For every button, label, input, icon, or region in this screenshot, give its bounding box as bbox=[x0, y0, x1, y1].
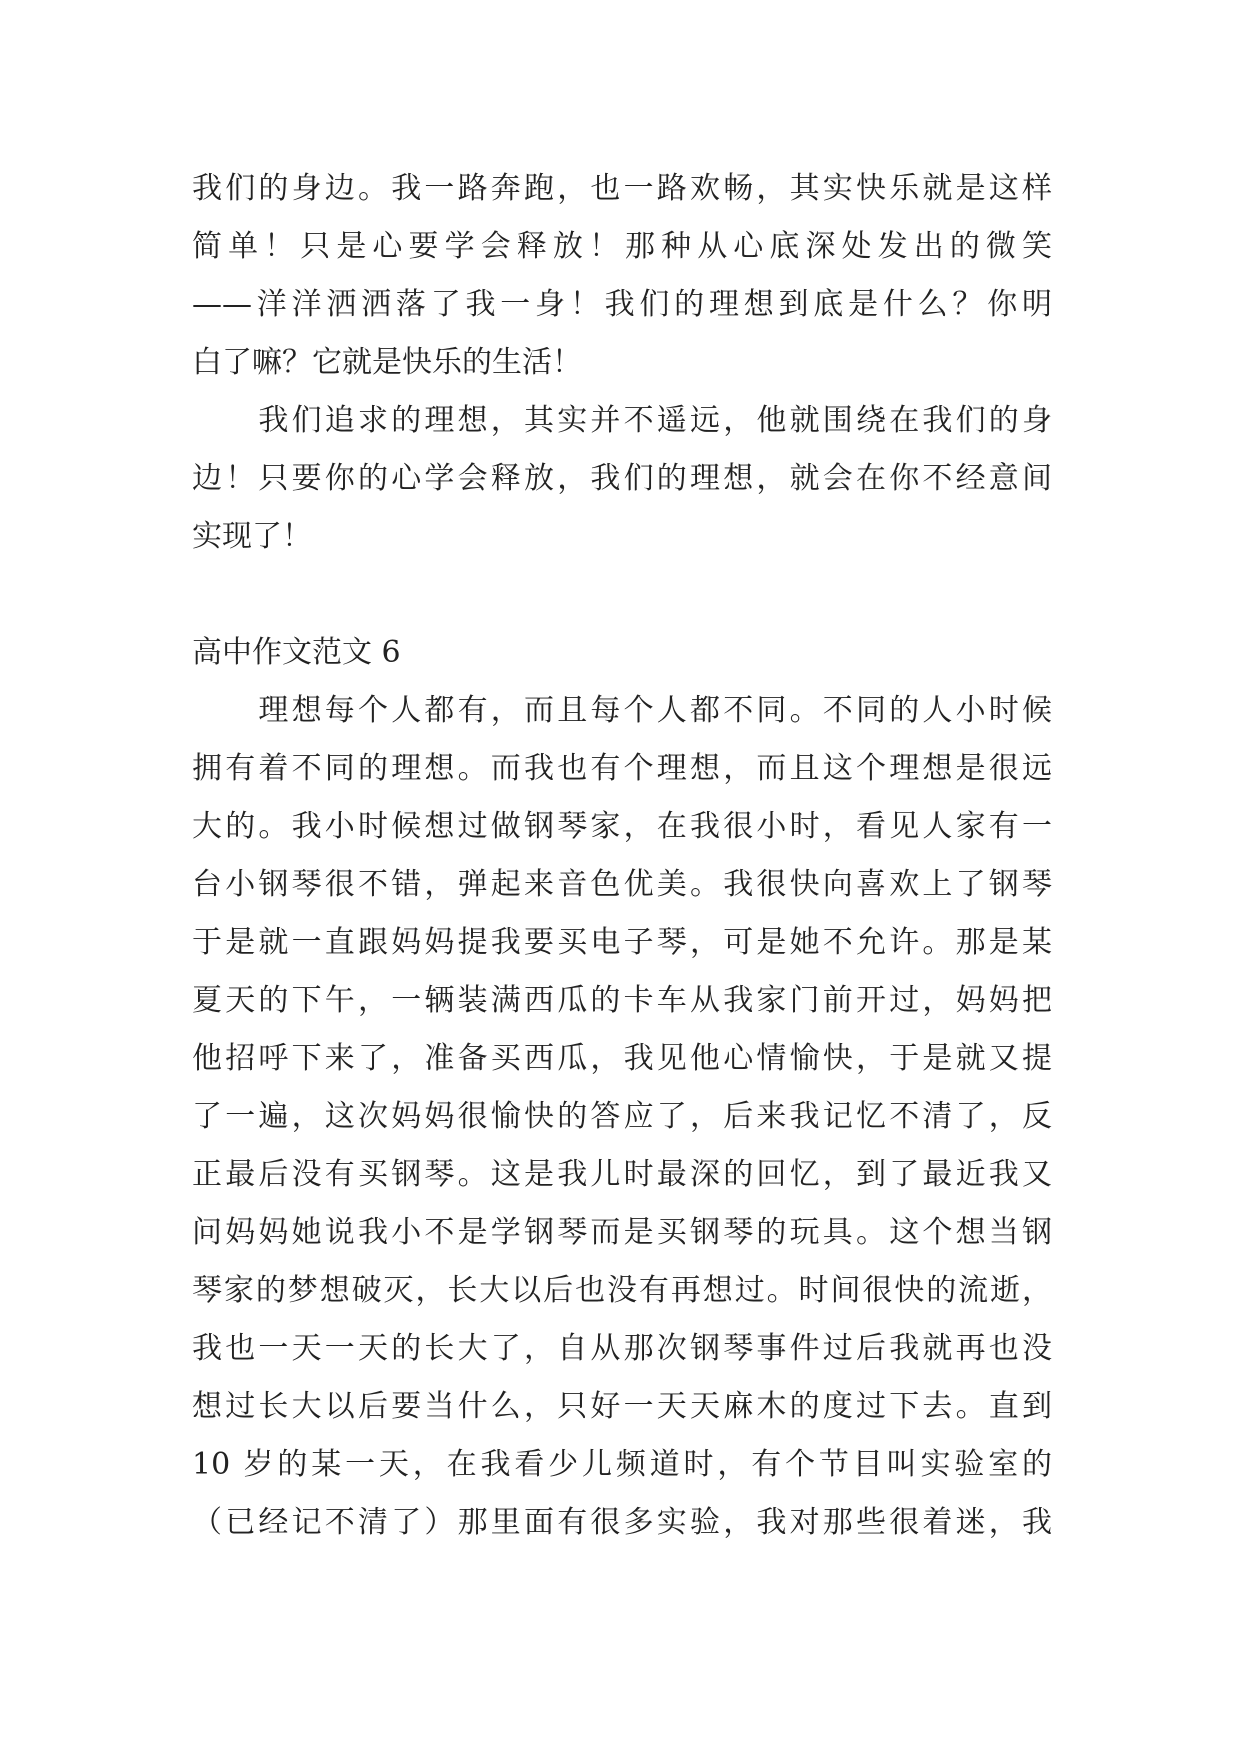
text-line: 夏天的下午，一辆装满西瓜的卡车从我家门前开过，妈妈把 bbox=[192, 983, 1052, 1018]
paragraph-block-1 bbox=[192, 160, 1052, 566]
text-line: 于是就一直跟妈妈提我要买电子琴，可是她不允许。那是某 bbox=[192, 925, 1052, 960]
text-line: 想过长大以后要当什么，只好一天天麻木的度过下去。直到 bbox=[192, 1389, 1052, 1424]
text-line: 正最后没有买钢琴。这是我儿时最深的回忆，到了最近我又 bbox=[192, 1157, 1052, 1192]
text-line: 台小钢琴很不错，弹起来音色优美。我很快向喜欢上了钢琴 bbox=[192, 867, 1052, 902]
text-line: 实现了！ bbox=[192, 519, 312, 554]
text-line: 我们追求的理想，其实并不遥远，他就围绕在我们的身 bbox=[192, 403, 1052, 438]
text-line: 10 岁的某一天，在我看少儿频道时，有个节目叫实验室的 bbox=[192, 1447, 1052, 1482]
section-heading-block bbox=[192, 624, 1052, 682]
text-line: 大的。我小时候想过做钢琴家，在我很小时，看见人家有一 bbox=[192, 809, 1052, 844]
text-line: 理想每个人都有，而且每个人都不同。不同的人小时候 bbox=[192, 693, 1052, 728]
text-line: 了一遍，这次妈妈很愉快的答应了，后来我记忆不清了，反 bbox=[192, 1099, 1052, 1134]
text-line: 我也一天一天的长大了，自从那次钢琴事件过后我就再也没 bbox=[192, 1331, 1052, 1366]
text-line: 问妈妈她说我小不是学钢琴而是买钢琴的玩具。这个想当钢 bbox=[192, 1215, 1052, 1250]
text-line: 琴家的梦想破灭，长大以后也没有再想过。时间很快的流逝， bbox=[192, 1273, 1052, 1308]
text-line: ——洋洋洒洒落了我一身！我们的理想到底是什么？你明 bbox=[192, 287, 1052, 322]
text-line: （已经记不清了）那里面有很多实验，我对那些很着迷，我 bbox=[192, 1505, 1052, 1540]
text-line: 简单！只是心要学会释放！那种从心底深处发出的微笑 bbox=[192, 229, 1052, 264]
text-line: 白了嘛？它就是快乐的生活！ bbox=[192, 345, 582, 380]
text-line: 拥有着不同的理想。而我也有个理想，而且这个理想是很远 bbox=[192, 751, 1052, 786]
text-line: 边！只要你的心学会释放，我们的理想，就会在你不经意间 bbox=[192, 461, 1052, 496]
section-heading: 高中作文范文 6 bbox=[192, 635, 401, 670]
paragraph-block-2 bbox=[192, 682, 1052, 1552]
text-line: 我们的身边。我一路奔跑，也一路欢畅，其实快乐就是这样 bbox=[192, 171, 1052, 206]
text-line: 他招呼下来了，准备买西瓜，我见他心情愉快，于是就又提 bbox=[192, 1041, 1052, 1076]
